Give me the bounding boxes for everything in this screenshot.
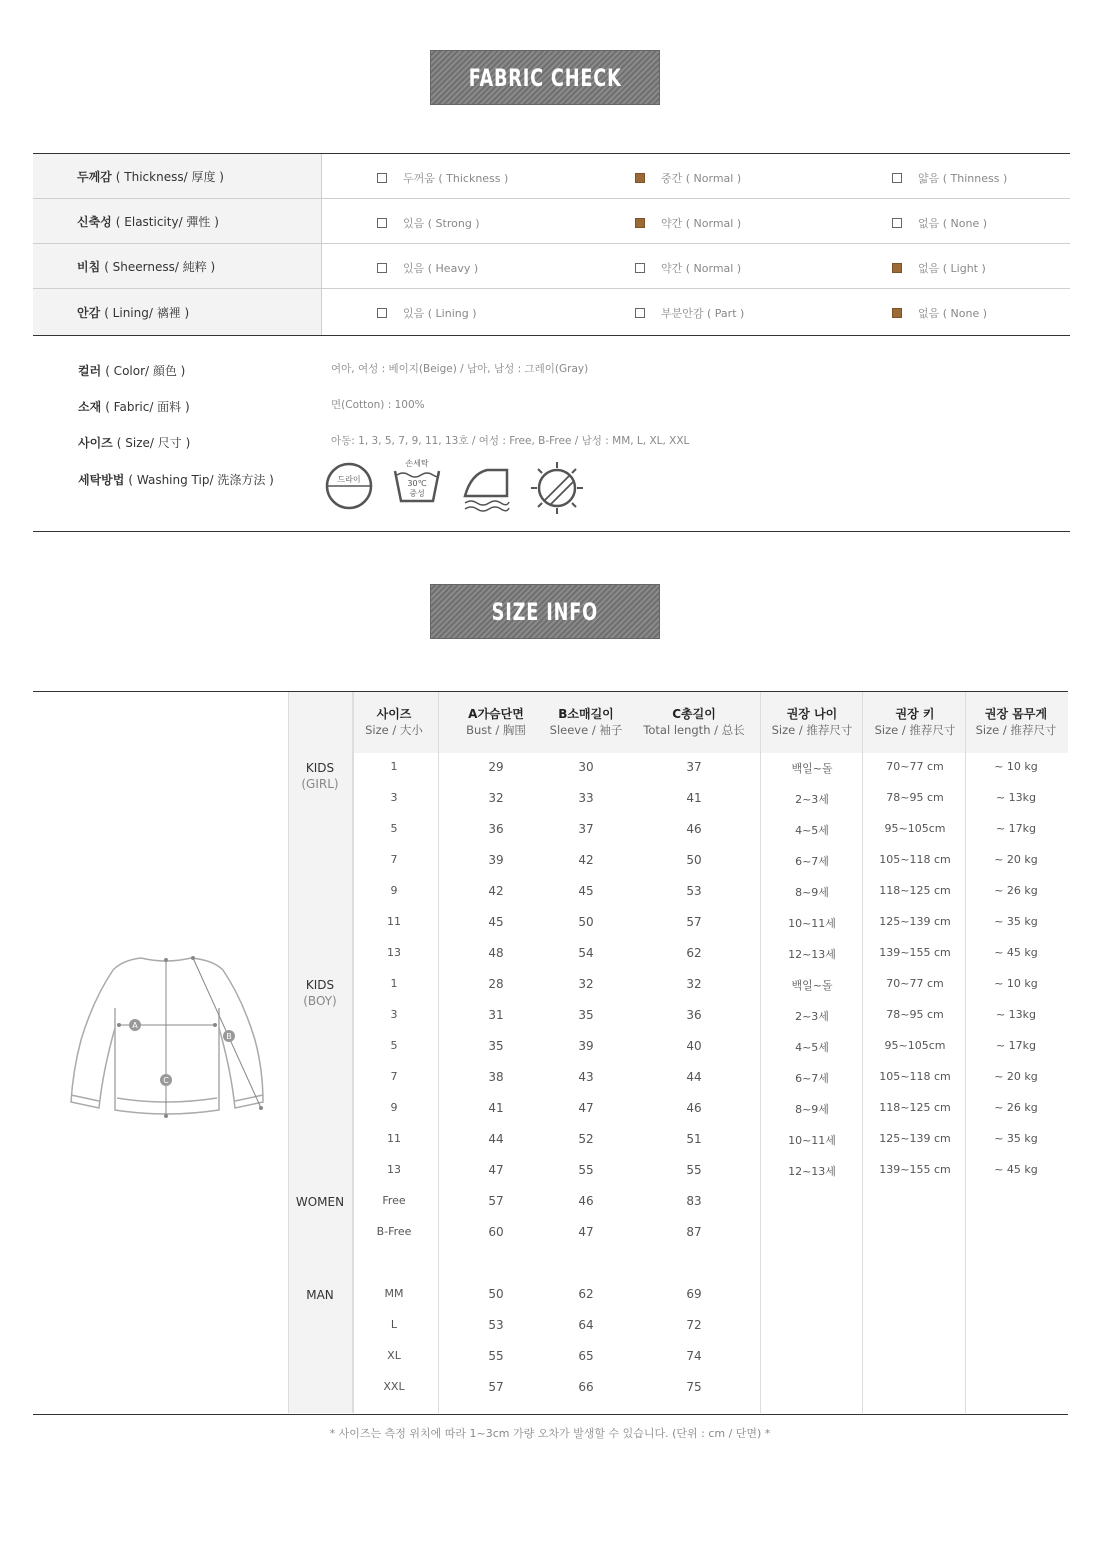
column-header: B소매길이 Sleeve / 袖子 xyxy=(549,707,623,737)
fabric-option-label: 있음 ( Lining ) xyxy=(403,307,477,320)
column-divider xyxy=(862,692,863,1413)
fabric-option-label: 없음 ( Light ) xyxy=(918,262,986,275)
fabric-option-label: 약간 ( Normal ) xyxy=(661,217,742,230)
table-cell: 46 xyxy=(578,1194,594,1208)
table-cell: 2~3세 xyxy=(795,1010,829,1023)
table-cell: 53 xyxy=(488,1318,504,1332)
fabric-option xyxy=(377,305,477,321)
table-cell: 125~139 cm xyxy=(879,915,951,928)
table-cell: 13 xyxy=(387,946,401,959)
column-header: C총길이 Total length / 总长 xyxy=(643,707,745,737)
table-cell: 125~139 cm xyxy=(879,1132,951,1145)
fabric-check-title: FABRIC CHECK xyxy=(468,63,622,92)
table-cell: 32 xyxy=(488,791,504,805)
fabric-option-label: 없음 ( None ) xyxy=(918,217,988,230)
table-cell: 62 xyxy=(578,1287,594,1301)
table-cell: 64 xyxy=(578,1318,594,1332)
table-cell: 32 xyxy=(686,977,702,991)
table-cell: ~ 13kg xyxy=(995,791,1037,804)
checked-box xyxy=(892,308,902,318)
column-header: 권장 키 Size / 推荐尺寸 xyxy=(874,707,956,737)
size-info-banner xyxy=(430,584,660,639)
table-cell: ~ 45 kg xyxy=(994,1163,1038,1176)
table-cell: 7 xyxy=(390,853,398,866)
table-cell: 54 xyxy=(578,946,594,960)
table-cell: 11 xyxy=(387,915,401,928)
table-cell: 2~3세 xyxy=(795,793,829,806)
fabric-option-label: 중간 ( Normal ) xyxy=(661,172,742,185)
table-cell: MM xyxy=(384,1287,404,1300)
table-cell: 70~77 cm xyxy=(886,977,944,990)
table-cell: 46 xyxy=(686,822,702,836)
category-label: KIDS (BOY) xyxy=(303,978,337,1008)
unchecked-box xyxy=(377,263,387,273)
fabric-option xyxy=(377,215,480,231)
table-cell: 5 xyxy=(390,1039,398,1052)
table-cell: 83 xyxy=(686,1194,702,1208)
table-cell: 31 xyxy=(488,1008,504,1022)
table-cell: 70~77 cm xyxy=(886,760,944,773)
table-cell: 95~105cm xyxy=(884,822,946,835)
table-cell: 29 xyxy=(488,760,504,774)
table-cell: 7 xyxy=(390,1070,398,1083)
fabric-option-label: 얇음 ( Thinness ) xyxy=(918,172,1008,185)
table-cell: 53 xyxy=(686,884,702,898)
table-cell: 5 xyxy=(390,822,398,835)
column-header: A가슴단면 Bust / 胸围 xyxy=(466,707,526,737)
table-cell: 78~95 cm xyxy=(886,791,944,804)
table-cell: ~ 35 kg xyxy=(994,915,1038,928)
diagram-label-b: B xyxy=(226,1032,232,1041)
unchecked-box xyxy=(635,308,645,318)
fabric-check-label: 안감 ( Lining/ 褵裡 ) xyxy=(33,289,322,335)
table-cell: 75 xyxy=(686,1380,702,1394)
table-cell: 50 xyxy=(578,915,594,929)
table-cell: 139~155 cm xyxy=(879,946,951,959)
fabric-option-label: 있음 ( Strong ) xyxy=(403,217,480,230)
table-cell: 118~125 cm xyxy=(879,1101,951,1114)
category-label: WOMEN xyxy=(295,1195,345,1209)
table-cell: 60 xyxy=(488,1225,504,1239)
fabric-check-label: 비침 ( Sheerness/ 純粹 ) xyxy=(33,244,322,288)
table-cell: 50 xyxy=(488,1287,504,1301)
size-value: 아동: 1, 3, 5, 7, 9, 11, 13호 / 여성 : Free, B-Free / 남성 : MM, L, XL, XXL xyxy=(331,435,690,447)
table-cell: 12~13세 xyxy=(788,1165,836,1178)
table-cell: 4~5세 xyxy=(795,824,829,837)
table-cell: 72 xyxy=(686,1318,702,1332)
table-cell: 9 xyxy=(390,884,398,897)
size-info-table xyxy=(33,691,1068,1415)
table-cell: 47 xyxy=(578,1101,594,1115)
table-cell: 3 xyxy=(390,1008,398,1021)
table-cell: 33 xyxy=(578,791,594,805)
table-cell: 41 xyxy=(686,791,702,805)
table-cell: ~ 20 kg xyxy=(994,1070,1038,1083)
fabric-option xyxy=(635,170,741,186)
table-cell: ~ 26 kg xyxy=(994,884,1038,897)
table-cell: 55 xyxy=(578,1163,594,1177)
unchecked-box xyxy=(377,218,387,228)
fabric-option xyxy=(377,170,508,186)
table-cell: 35 xyxy=(488,1039,504,1053)
table-cell: 13 xyxy=(387,1163,401,1176)
table-cell: 95~105cm xyxy=(884,1039,946,1052)
table-cell: 44 xyxy=(686,1070,702,1084)
table-cell: 47 xyxy=(578,1225,594,1239)
hand-wash-icon xyxy=(391,457,443,509)
table-cell: 44 xyxy=(488,1132,504,1146)
unchecked-box xyxy=(377,173,387,183)
category-label: MAN xyxy=(306,1288,334,1302)
table-cell: 69 xyxy=(686,1287,702,1301)
table-cell: 51 xyxy=(686,1132,702,1146)
table-cell: 45 xyxy=(488,915,504,929)
table-cell: 118~125 cm xyxy=(879,884,951,897)
checked-box xyxy=(892,263,902,273)
table-cell: 57 xyxy=(488,1380,504,1394)
table-cell: 36 xyxy=(686,1008,702,1022)
table-cell: Free xyxy=(382,1194,406,1207)
color-label: 컬러 ( Color/ 顔色 ) xyxy=(78,364,186,378)
table-cell: 3 xyxy=(390,791,398,804)
column-header: 권장 나이 Size / 推荐尺寸 xyxy=(771,707,853,737)
table-cell: 43 xyxy=(578,1070,594,1084)
color-value: 여아, 여성 : 베이지(Beige) / 남아, 남성 : 그레이(Gray) xyxy=(331,363,589,375)
table-cell: 10~11세 xyxy=(788,917,836,930)
table-cell: 105~118 cm xyxy=(879,853,951,866)
fabric-label: 소재 ( Fabric/ 面料 ) xyxy=(78,400,190,414)
iron-icon xyxy=(461,460,513,512)
fabric-option-label: 부분안감 ( Part ) xyxy=(661,307,745,320)
table-cell: ~ 20 kg xyxy=(994,853,1038,866)
product-info-block xyxy=(33,338,1070,532)
table-cell: 48 xyxy=(488,946,504,960)
fabric-option-label: 약간 ( Normal ) xyxy=(661,262,742,275)
unchecked-box xyxy=(635,263,645,273)
table-cell: ~ 10 kg xyxy=(994,977,1038,990)
table-cell: 12~13세 xyxy=(788,948,836,961)
table-cell: ~ 13kg xyxy=(995,1008,1037,1021)
table-cell: 62 xyxy=(686,946,702,960)
table-cell: 65 xyxy=(578,1349,594,1363)
table-cell: 37 xyxy=(686,760,702,774)
table-cell: 39 xyxy=(578,1039,594,1053)
table-cell: XL xyxy=(387,1349,401,1362)
table-cell: 38 xyxy=(488,1070,504,1084)
table-cell: 41 xyxy=(488,1101,504,1115)
table-cell: 1 xyxy=(390,760,398,773)
fabric-check-table xyxy=(33,153,1070,336)
svg-text:중성: 중성 xyxy=(409,489,425,498)
washing-label: 세탁방법 ( Washing Tip/ 洗涤方法 ) xyxy=(78,473,274,487)
table-cell: 8~9세 xyxy=(795,1103,829,1116)
table-cell: B-Free xyxy=(376,1225,412,1238)
table-cell: 74 xyxy=(686,1349,702,1363)
svg-text:드라이: 드라이 xyxy=(337,475,361,484)
table-cell: 백일~돌 xyxy=(791,762,833,775)
checked-box xyxy=(635,173,645,183)
size-label: 사이즈 ( Size/ 尺寸 ) xyxy=(78,436,191,450)
table-cell: 55 xyxy=(686,1163,702,1177)
table-cell: 백일~돌 xyxy=(791,979,833,992)
table-cell: 8~9세 xyxy=(795,886,829,899)
table-cell: 30 xyxy=(578,760,594,774)
table-cell: ~ 10 kg xyxy=(994,760,1038,773)
table-cell: 4~5세 xyxy=(795,1041,829,1054)
table-cell: L xyxy=(390,1318,398,1331)
fabric-option xyxy=(892,305,987,321)
unchecked-box xyxy=(892,218,902,228)
table-cell: 37 xyxy=(578,822,594,836)
table-cell: 46 xyxy=(686,1101,702,1115)
fabric-check-row xyxy=(33,199,1070,244)
table-cell: 35 xyxy=(578,1008,594,1022)
table-cell: ~ 26 kg xyxy=(994,1101,1038,1114)
size-info-title: SIZE INFO xyxy=(491,597,599,626)
table-cell: 55 xyxy=(488,1349,504,1363)
table-cell: 1 xyxy=(390,977,398,990)
column-divider xyxy=(760,692,761,1413)
table-cell: 28 xyxy=(488,977,504,991)
table-cell: 10~11세 xyxy=(788,1134,836,1147)
table-cell: 42 xyxy=(488,884,504,898)
table-cell: 11 xyxy=(387,1132,401,1145)
table-cell: 105~118 cm xyxy=(879,1070,951,1083)
category-label: KIDS (GIRL) xyxy=(301,761,339,791)
table-cell: 50 xyxy=(686,853,702,867)
checked-box xyxy=(635,218,645,228)
table-cell: ~ 17kg xyxy=(995,822,1037,835)
diagram-label-a: A xyxy=(132,1021,138,1030)
unchecked-box xyxy=(377,308,387,318)
fabric-option-label: 두꺼움 ( Thickness ) xyxy=(403,172,509,185)
table-cell: 40 xyxy=(686,1039,702,1053)
fabric-check-label: 신축성 ( Elasticity/ 彈性 ) xyxy=(33,199,322,243)
sweatshirt-diagram xyxy=(63,950,273,1125)
table-cell: 6~7세 xyxy=(795,1072,829,1085)
category-column xyxy=(288,692,354,1413)
table-cell: 47 xyxy=(488,1163,504,1177)
table-cell: 139~155 cm xyxy=(879,1163,951,1176)
fabric-option xyxy=(635,215,741,231)
table-cell: 36 xyxy=(488,822,504,836)
svg-text:손세탁: 손세탁 xyxy=(405,459,429,468)
table-cell: ~ 45 kg xyxy=(994,946,1038,959)
table-cell: 45 xyxy=(578,884,594,898)
table-cell: 87 xyxy=(686,1225,702,1239)
table-cell: 78~95 cm xyxy=(886,1008,944,1021)
fabric-option xyxy=(635,260,741,276)
fabric-option xyxy=(892,215,987,231)
table-cell: ~ 17kg xyxy=(995,1039,1037,1052)
diagram-label-c: C xyxy=(163,1076,169,1085)
column-divider xyxy=(438,692,439,1413)
svg-text:30℃: 30℃ xyxy=(407,479,427,488)
table-cell: 52 xyxy=(578,1132,594,1146)
table-cell: 57 xyxy=(686,915,702,929)
fabric-option-label: 없음 ( None ) xyxy=(918,307,988,320)
size-note: * 사이즈는 측정 위치에 따라 1~3cm 가량 오차가 발생할 수 있습니다. (단위 : cm / 단면) * xyxy=(329,1427,771,1440)
table-cell: 57 xyxy=(488,1194,504,1208)
dry-clean-icon xyxy=(323,460,375,512)
fabric-check-banner xyxy=(430,50,660,105)
column-header: 권장 몸무게 Size / 推荐尺寸 xyxy=(975,707,1057,737)
fabric-option xyxy=(635,305,744,321)
fabric-value: 면(Cotton) : 100% xyxy=(331,399,425,411)
fabric-check-row xyxy=(33,154,1070,199)
table-cell: 9 xyxy=(390,1101,398,1114)
fabric-option xyxy=(377,260,478,276)
table-cell: 32 xyxy=(578,977,594,991)
fabric-option xyxy=(892,260,986,276)
fabric-option xyxy=(892,170,1007,186)
fabric-option-label: 있음 ( Heavy ) xyxy=(403,262,479,275)
table-cell: ~ 35 kg xyxy=(994,1132,1038,1145)
table-cell: XXL xyxy=(383,1380,405,1393)
table-cell: 42 xyxy=(578,853,594,867)
table-cell: 66 xyxy=(578,1380,594,1394)
fabric-check-row xyxy=(33,289,1070,335)
table-cell: 39 xyxy=(488,853,504,867)
column-header: 사이즈 Size / 大小 xyxy=(365,707,423,737)
table-cell: 6~7세 xyxy=(795,855,829,868)
sun-dry-icon xyxy=(529,460,585,516)
fabric-check-row xyxy=(33,244,1070,289)
unchecked-box xyxy=(892,173,902,183)
fabric-check-label: 두께감 ( Thickness/ 厚度 ) xyxy=(33,154,322,198)
